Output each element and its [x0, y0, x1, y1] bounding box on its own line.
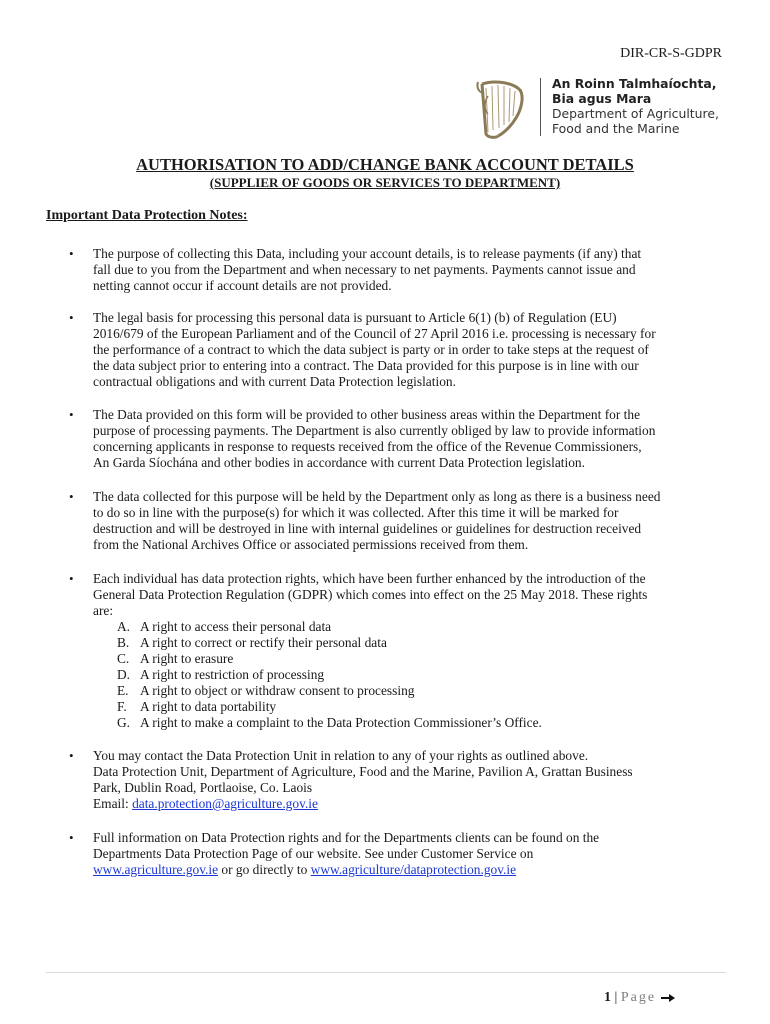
- divider: [540, 78, 541, 136]
- note-data-sharing: [93, 407, 733, 471]
- list-item: [117, 651, 542, 667]
- text-line: General Data Protection Regulation (GDPR) which comes into effect on the 25 May 2018. These rights: [93, 587, 648, 602]
- bullet-icon: •: [69, 310, 74, 325]
- list-text: A right to make a complaint to the Data Protection Commissioner’s Office.: [140, 715, 542, 730]
- list-item: [117, 683, 542, 699]
- list-item: [117, 635, 542, 651]
- text-line: Full information on Data Protection rights and for the Departments clients can be found on the: [93, 830, 600, 845]
- page-number: 1: [604, 990, 611, 1005]
- dept-line-irish-1: An Roinn Talmhaíochta,: [552, 76, 717, 91]
- email-label: Email:: [93, 796, 133, 811]
- list-letter: C.: [117, 651, 130, 666]
- text-line: The purpose of collecting this Data, including your account details, is to release payments (if any) that: [93, 246, 642, 261]
- text-line: the performance of a contract to which the data subject is party or in order to take steps at the request of: [93, 342, 649, 357]
- page-title: AUTHORISATION TO ADD/CHANGE BANK ACCOUNT DETAILS: [136, 155, 634, 174]
- text-line: The Data provided on this form will be provided to other business areas within the Department for the: [93, 407, 641, 422]
- dept-line-irish-2: Bia agus Mara: [552, 91, 652, 106]
- list-letter: F.: [117, 699, 127, 714]
- email-link[interactable]: data.protection@agriculture.gov.ie: [132, 796, 318, 811]
- email-line: [93, 796, 733, 812]
- text-line: You may contact the Data Protection Unit in relation to any of your rights as outlined above.: [93, 748, 589, 763]
- text-line: 2016/679 of the European Parliament and of the Council of 27 April 2016 i.e. processing is necessary for: [93, 326, 656, 341]
- text-line: Departments Data Protection Page of our website. See under Customer Service on: [93, 846, 534, 861]
- website-link[interactable]: www.agriculture.gov.ie: [93, 862, 219, 877]
- page-subtitle: (SUPPLIER OF GOODS OR SERVICES TO DEPARTMENT): [209, 175, 561, 190]
- department-name: [540, 76, 719, 136]
- dataprotection-link[interactable]: www.agriculture/dataprotection.gov.ie: [310, 862, 517, 877]
- list-text: A right to erasure: [140, 651, 234, 666]
- text-line: are:: [93, 603, 114, 618]
- text-line: to do so in line with the purpose(s) for which it was collected. After this time it will be marked for: [93, 505, 619, 520]
- note-legal-basis: [93, 310, 733, 390]
- dept-line-english-1: Department of Agriculture,: [552, 106, 719, 121]
- list-letter: G.: [117, 715, 131, 730]
- list-text: A right to data portability: [140, 699, 277, 714]
- bullet-icon: •: [69, 489, 74, 504]
- text-line: concerning applicants in response to requests received from the office of the Revenue Commissioners,: [93, 439, 642, 454]
- note-rights: [93, 571, 733, 619]
- page-footer: [604, 990, 676, 1006]
- list-text: A right to object or withdraw consent to processing: [140, 683, 415, 698]
- list-text: A right to restriction of processing: [140, 667, 325, 682]
- page-separator: |: [611, 990, 621, 1005]
- harp-emblem-icon: [472, 78, 528, 140]
- text-line: Park, Dublin Road, Portlaoise, Co. Laois: [93, 780, 313, 795]
- list-text: A right to access their personal data: [140, 619, 332, 634]
- text-line: An Garda Síochána and other bodies in accordance with current Data Protection legislation.: [93, 455, 585, 470]
- text-line: the data subject prior to entering into a contract. The Data provided for this purpose is in line with our: [93, 358, 639, 373]
- bullet-icon: •: [69, 407, 74, 422]
- text-line: Each individual has data protection rights, which have been further enhanced by the introduction of the: [93, 571, 646, 586]
- list-letter: D.: [117, 667, 131, 682]
- rights-list: [117, 619, 542, 731]
- document-code: DIR-CR-S-GDPR: [620, 46, 722, 61]
- bullet-icon: •: [69, 571, 74, 586]
- bullet-icon: •: [69, 748, 74, 763]
- note-retention: [93, 489, 733, 553]
- list-letter: B.: [117, 635, 130, 650]
- text-line: destruction and will be destroyed in line with internal guidelines or guidelines for destruction received: [93, 521, 642, 536]
- note-contact: [93, 748, 733, 812]
- text-line: from the National Archives Office or associated permissions received from them.: [93, 537, 529, 552]
- footer-divider: [46, 972, 726, 973]
- text-line: fall due to you from the Department and when necessary to net payments. Payments cannot issue and: [93, 262, 636, 277]
- note-purpose: [93, 246, 733, 294]
- text-line: netting cannot occur if account details are not provided.: [93, 278, 392, 293]
- text-line: The data collected for this purpose will be held by the Department only as long as there is a business need: [93, 489, 661, 504]
- bullet-icon: •: [69, 830, 74, 845]
- list-letter: E.: [117, 683, 129, 698]
- page-label: Page: [620, 990, 657, 1005]
- list-text: A right to correct or rectify their personal data: [140, 635, 387, 650]
- text-line: purpose of processing payments. The Department is also currently obliged by law to provide information: [93, 423, 656, 438]
- text-line: Data Protection Unit, Department of Agriculture, Food and the Marine, Pavilion A, Grattan Business: [93, 764, 633, 779]
- links-line: [93, 862, 733, 878]
- list-item: [117, 715, 542, 731]
- link-connector: or go directly to: [218, 862, 311, 877]
- list-item: [117, 619, 542, 635]
- list-item: [117, 699, 542, 715]
- dept-line-english-2: Food and the Marine: [552, 121, 680, 136]
- list-letter: A.: [117, 619, 131, 634]
- note-full-info: [93, 830, 733, 878]
- bullet-icon: •: [69, 246, 74, 261]
- text-line: The legal basis for processing this personal data is pursuant to Article 6(1) (b) of Regulation (EU): [93, 310, 617, 325]
- right-arrow-icon: [660, 993, 676, 1003]
- notes-heading: Important Data Protection Notes:: [46, 208, 248, 223]
- list-item: [117, 667, 542, 683]
- text-line: contractual obligations and with current Data Protection legislation.: [93, 374, 456, 389]
